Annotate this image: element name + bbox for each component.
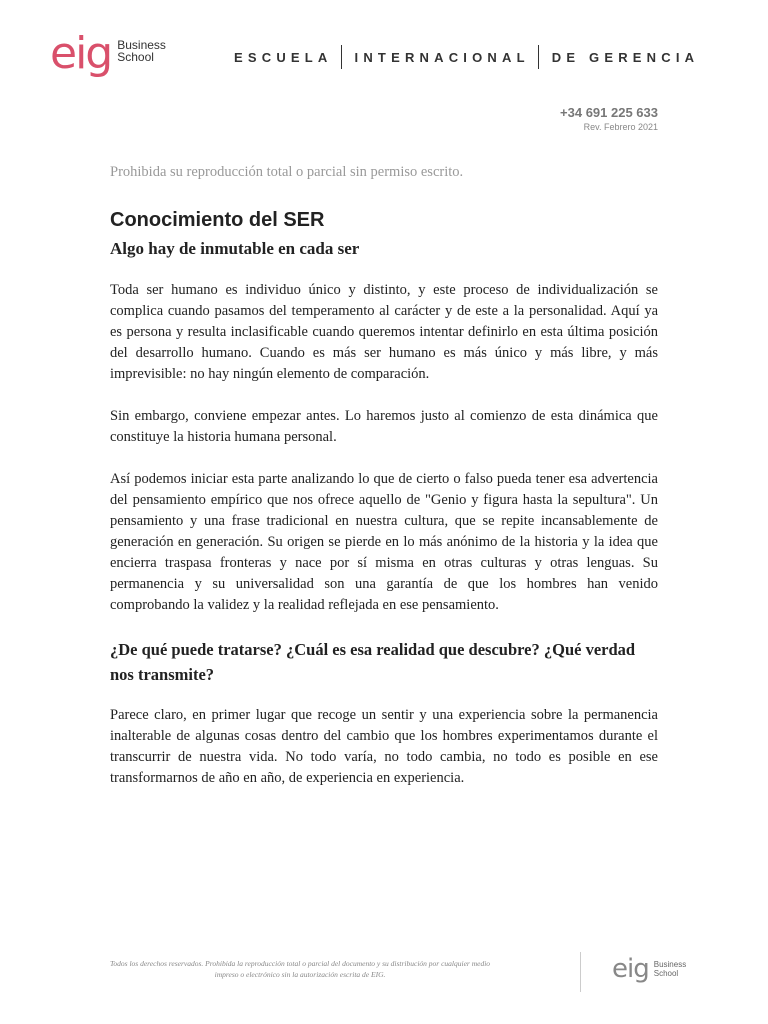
logo-text [117,39,166,63]
school-name [234,44,699,70]
footer-divider [580,952,581,992]
footer-rights [40,958,560,980]
school-name-part-2: INTERNACIONAL [354,49,530,65]
article-paragraph-3: Así podemos iniciar esta parte analizando lo que de cierto o falso pueda tener esa advertencia del pensamiento empírico que nos ofrece aquello de "Genio y figura hasta la sepultura". Un pensamiento y una frase tradicional en nuestra cultura, que se repite incansablemente de generación en generación. Su origen se pierde en lo más anónimo de la historia y la idea que encierra traspasa fronteras y nace por sí misma en otras culturas y otras lenguas. Su permanencia y su universalidad son una garantía de que los hombres han venido comprobando la validez y la realidad reflejada en ese pensamiento. [110,471,658,613]
phone-number: +34 691 225 633 [560,105,658,120]
footer-logo [612,956,686,982]
article-closing-paragraph: Parece claro, en primer lugar que recoge un sentir y una experiencia sobre la permanencia inalterable de algunas cosas dentro del cambio que los hombres experimentamos durante el transcurrir de nuestra vida. No todo varía, no todo cambia, no todo es posible en ese transformarnos de año en año, de experiencia en experiencia. [110,707,658,786]
school-name-divider [538,45,539,69]
copyright-notice: Prohibida su reproducción total o parcial sin permiso escrito. [110,164,464,180]
footer-rights-line-2: impreso o electrónico sin la autorización escrita de EIG. [214,970,386,979]
school-name-part-1: ESCUELA [234,49,333,65]
article-paragraph-2: Sin embargo, conviene empezar antes. Lo haremos justo al comienzo de esta dinámica que constituye la historia humana personal. [110,408,658,445]
footer-logo-text [654,960,686,978]
footer-logo-mark: eig [612,954,649,984]
page-footer [0,948,768,1008]
page-header [0,0,768,100]
footer-logo-line-school: School [653,969,679,978]
logo-line-business: Business [117,38,166,52]
school-name-part-3: DE GERENCIA [551,49,700,65]
logo-mark: eig [50,28,112,79]
article [110,206,658,810]
eig-logo [50,28,166,79]
revision-date: Rev. Febrero 2021 [583,122,658,132]
school-name-divider [341,45,342,69]
logo-line-school: School [117,50,154,64]
footer-logo-line-business: Business [653,960,687,969]
contact-block [560,105,658,133]
article-subtitle: Algo hay de inmutable en cada ser [110,239,360,258]
footer-rights-line-1: Todos los derechos reservados. Prohibida la reproducción total o parcial del documento y su distribución por cualquier medio [109,959,491,968]
article-question-heading: ¿De qué puede tratarse? ¿Cuál es esa realidad que descubre? ¿Qué verdad nos transmite? [110,640,636,684]
article-paragraph-1: Toda ser humano es individuo único y distinto, y este proceso de individualización se complica cuando pasamos del temperamento al carácter y de este a la personalidad. Aquí ya es persona y resulta inclasificable cuando queremos intentar definirlo en esta última posición del desarrollo humano. Cuando es más ser humano es más único y más libre, y más imprevisible: no hay ningún elemento de comparación. [110,282,658,382]
article-title: Conocimiento del SER [110,209,325,231]
